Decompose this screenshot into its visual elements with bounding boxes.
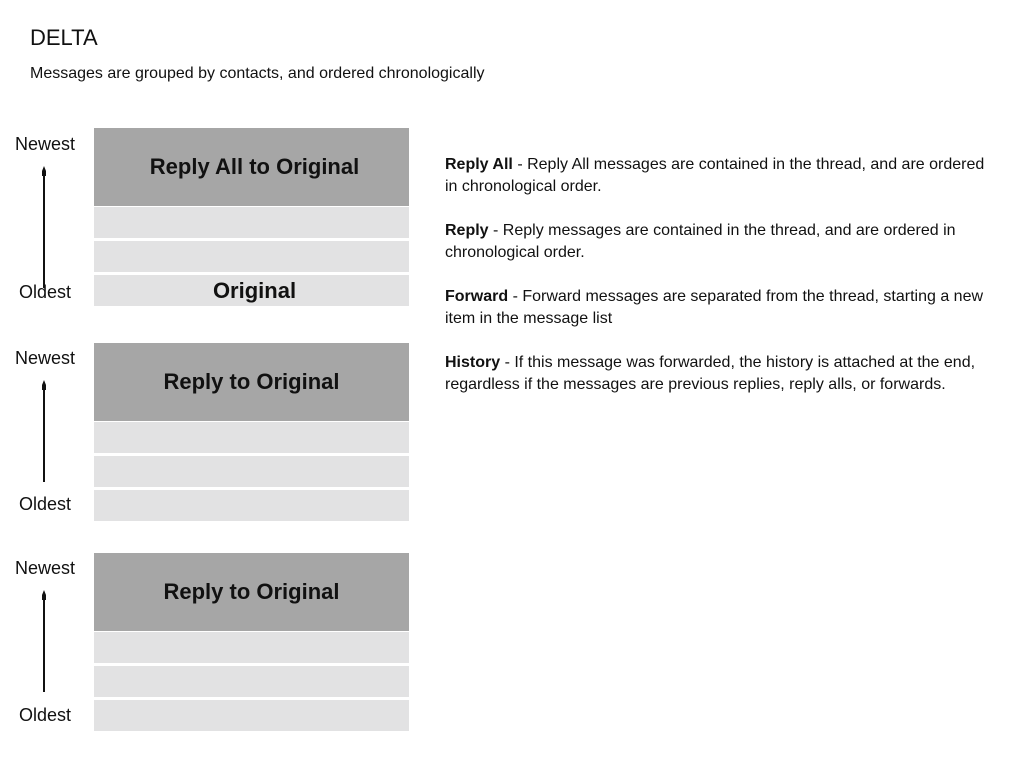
legend-item-forward: Forward - Forward messages are separated from the thread, starting a new item in the message list [445, 288, 984, 327]
oldest-label: Oldest [18, 494, 72, 514]
thread-header-label: Reply to Original [163, 369, 340, 394]
legend-item-reply-all: Reply All - Reply All messages are contained in the thread, and are ordered in chronological order. [445, 156, 985, 195]
newest-label: Newest [14, 134, 76, 154]
legend [445, 154, 985, 418]
message-row [94, 700, 409, 731]
thread-group-1 [0, 128, 420, 328]
legend-item-history: History - If this message was forwarded, the history is attached at the end, regardless if the messages are previous replies, reply alls, or forwards. [445, 354, 976, 393]
thread-group-3 [0, 553, 420, 753]
original-message-label: Original [212, 277, 297, 303]
page-subtitle: Messages are grouped by contacts, and ordered chronologically [30, 65, 485, 82]
legend-item-reply: Reply - Reply messages are contained in the thread, and are ordered in chronological order. [445, 222, 956, 261]
message-row [94, 422, 409, 453]
oldest-label: Oldest [18, 705, 72, 725]
page-title: DELTA [30, 25, 98, 50]
message-row [94, 241, 409, 272]
up-arrow-icon [42, 166, 46, 288]
up-arrow-icon [42, 590, 46, 692]
original-message-row [94, 275, 409, 306]
message-row [94, 666, 409, 697]
message-row [94, 490, 409, 521]
thread-group-2 [0, 343, 420, 543]
thread-header [94, 553, 409, 631]
message-row [94, 456, 409, 487]
newest-label: Newest [14, 348, 76, 368]
up-arrow-icon [42, 380, 46, 482]
thread-header-label: Reply to Original [163, 579, 340, 604]
thread-header-label: Reply All to Original [149, 154, 360, 179]
newest-label: Newest [14, 558, 76, 578]
oldest-label: Oldest [18, 282, 72, 302]
thread-header [94, 128, 409, 206]
thread-header [94, 343, 409, 421]
message-row [94, 632, 409, 663]
message-row [94, 207, 409, 238]
